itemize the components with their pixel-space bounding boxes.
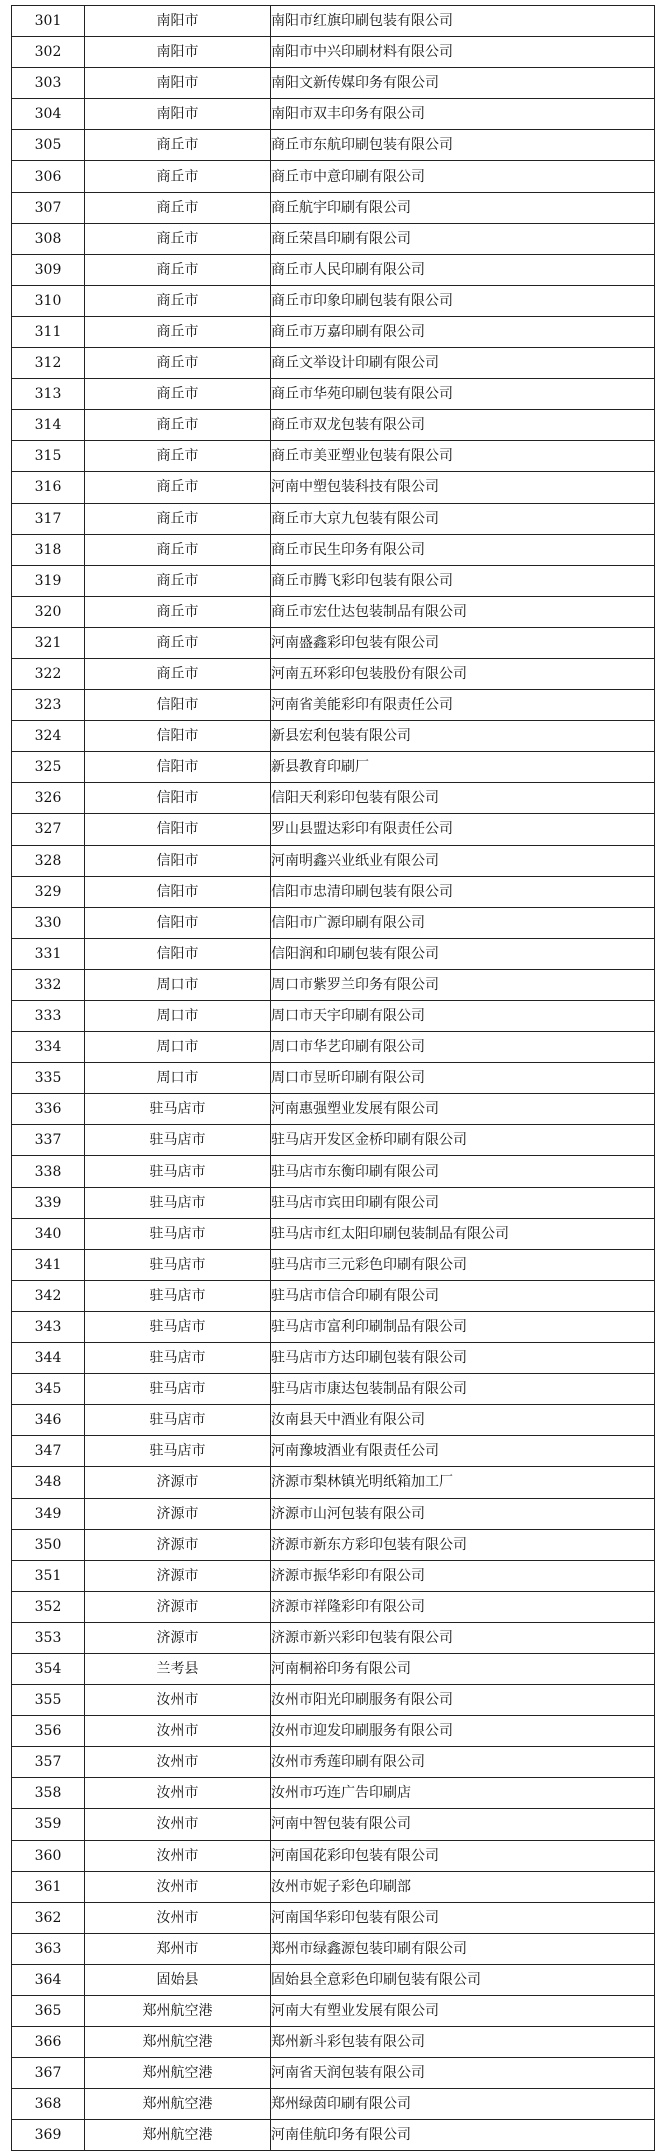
- company-name-cell: 河南中塑包装科技有限公司: [271, 472, 655, 503]
- company-name-cell: 信阳市忠清印刷包装有限公司: [271, 876, 655, 907]
- table-row: [12, 316, 655, 347]
- row-number-cell: 302: [12, 37, 85, 68]
- row-number-cell: 352: [12, 1591, 85, 1622]
- city-cell: 周口市: [85, 969, 271, 1000]
- row-number-cell: 308: [12, 223, 85, 254]
- row-number-cell: 335: [12, 1063, 85, 1094]
- company-name-cell: 商丘市华苑印刷包装有限公司: [271, 379, 655, 410]
- company-name-cell: 周口市昱昕印刷有限公司: [271, 1063, 655, 1094]
- company-name-cell: 驻马店市信合印刷有限公司: [271, 1280, 655, 1311]
- table-row: [12, 845, 655, 876]
- table-row: [12, 1311, 655, 1342]
- city-cell: 商丘市: [85, 534, 271, 565]
- row-number-cell: 324: [12, 721, 85, 752]
- row-number-cell: 343: [12, 1311, 85, 1342]
- row-number-cell: 317: [12, 503, 85, 534]
- table-row: [12, 721, 655, 752]
- company-name-cell: 驻马店市康达包装制品有限公司: [271, 1374, 655, 1405]
- company-name-cell: 郑州市绿鑫源包装印刷有限公司: [271, 1933, 655, 1964]
- row-number-cell: 329: [12, 876, 85, 907]
- city-cell: 郑州市: [85, 1933, 271, 1964]
- company-name-cell: 河南明鑫兴业纸业有限公司: [271, 845, 655, 876]
- city-cell: 济源市: [85, 1560, 271, 1591]
- table-row: [12, 503, 655, 534]
- table-row: [12, 1529, 655, 1560]
- city-cell: 信阳市: [85, 938, 271, 969]
- table-row: [12, 410, 655, 441]
- table-row: [12, 1622, 655, 1653]
- row-number-cell: 304: [12, 99, 85, 130]
- row-number-cell: 315: [12, 441, 85, 472]
- row-number-cell: 327: [12, 814, 85, 845]
- table-row: [12, 969, 655, 1000]
- row-number-cell: 306: [12, 161, 85, 192]
- table-row: [12, 254, 655, 285]
- table-row: [12, 1280, 655, 1311]
- city-cell: 商丘市: [85, 254, 271, 285]
- city-cell: 商丘市: [85, 596, 271, 627]
- row-number-cell: 333: [12, 1001, 85, 1032]
- company-name-cell: 商丘市腾飞彩印包装有限公司: [271, 565, 655, 596]
- table-row: [12, 161, 655, 192]
- row-number-cell: 305: [12, 130, 85, 161]
- row-number-cell: 367: [12, 2058, 85, 2089]
- city-cell: 汝州市: [85, 1809, 271, 1840]
- company-name-cell: 南阳文新传媒印务有限公司: [271, 68, 655, 99]
- city-cell: 郑州航空港: [85, 2058, 271, 2089]
- company-name-cell: 汝州市秀莲印刷有限公司: [271, 1747, 655, 1778]
- table-row: [12, 1716, 655, 1747]
- city-cell: 驻马店市: [85, 1156, 271, 1187]
- row-number-cell: 361: [12, 1871, 85, 1902]
- table-row: [12, 285, 655, 316]
- row-number-cell: 303: [12, 68, 85, 99]
- company-name-cell: 商丘荣昌印刷有限公司: [271, 223, 655, 254]
- row-number-cell: 321: [12, 627, 85, 658]
- row-number-cell: 356: [12, 1716, 85, 1747]
- row-number-cell: 341: [12, 1249, 85, 1280]
- table-row: [12, 690, 655, 721]
- city-cell: 信阳市: [85, 907, 271, 938]
- company-name-cell: 河南桐裕印务有限公司: [271, 1653, 655, 1684]
- row-number-cell: 334: [12, 1032, 85, 1063]
- table-row: [12, 1001, 655, 1032]
- city-cell: 驻马店市: [85, 1311, 271, 1342]
- city-cell: 郑州航空港: [85, 2089, 271, 2120]
- table-row: [12, 1218, 655, 1249]
- company-name-cell: 商丘市人民印刷有限公司: [271, 254, 655, 285]
- table-row: [12, 658, 655, 689]
- company-name-cell: 驻马店市东衡印刷有限公司: [271, 1156, 655, 1187]
- city-cell: 济源市: [85, 1622, 271, 1653]
- city-cell: 信阳市: [85, 690, 271, 721]
- city-cell: 汝州市: [85, 1778, 271, 1809]
- city-cell: 商丘市: [85, 192, 271, 223]
- company-name-cell: 商丘市万嘉印刷有限公司: [271, 316, 655, 347]
- company-name-cell: 济源市新兴彩印包装有限公司: [271, 1622, 655, 1653]
- city-cell: 信阳市: [85, 876, 271, 907]
- table-row: [12, 1249, 655, 1280]
- city-cell: 周口市: [85, 1032, 271, 1063]
- table-row: [12, 1871, 655, 1902]
- city-cell: 商丘市: [85, 410, 271, 441]
- city-cell: 信阳市: [85, 845, 271, 876]
- table-row: [12, 1778, 655, 1809]
- row-number-cell: 368: [12, 2089, 85, 2120]
- city-cell: 汝州市: [85, 1871, 271, 1902]
- company-name-cell: 信阳天利彩印包装有限公司: [271, 783, 655, 814]
- city-cell: 周口市: [85, 1063, 271, 1094]
- company-name-cell: 商丘市民生印务有限公司: [271, 534, 655, 565]
- company-name-cell: 汝州市妮子彩色印刷部: [271, 1871, 655, 1902]
- table-row: [12, 1063, 655, 1094]
- company-name-cell: 驻马店开发区金桥印刷有限公司: [271, 1125, 655, 1156]
- company-name-cell: 南阳市红旗印刷包装有限公司: [271, 6, 655, 37]
- company-name-cell: 驻马店市三元彩色印刷有限公司: [271, 1249, 655, 1280]
- row-number-cell: 366: [12, 2027, 85, 2058]
- row-number-cell: 359: [12, 1809, 85, 1840]
- company-name-cell: 商丘市美亚塑业包装有限公司: [271, 441, 655, 472]
- company-name-cell: 新县宏利包装有限公司: [271, 721, 655, 752]
- city-cell: 周口市: [85, 1001, 271, 1032]
- table-row: [12, 1156, 655, 1187]
- row-number-cell: 354: [12, 1653, 85, 1684]
- company-name-cell: 南阳市双丰印务有限公司: [271, 99, 655, 130]
- company-name-cell: 汝州市迎发印刷服务有限公司: [271, 1716, 655, 1747]
- row-number-cell: 358: [12, 1778, 85, 1809]
- table-row: [12, 1405, 655, 1436]
- table-row: [12, 938, 655, 969]
- row-number-cell: 342: [12, 1280, 85, 1311]
- table-row: [12, 1436, 655, 1467]
- table-row: [12, 1840, 655, 1871]
- company-name-cell: 商丘市中意印刷有限公司: [271, 161, 655, 192]
- row-number-cell: 365: [12, 1996, 85, 2027]
- company-name-cell: 信阳润和印刷包装有限公司: [271, 938, 655, 969]
- row-number-cell: 351: [12, 1560, 85, 1591]
- row-number-cell: 345: [12, 1374, 85, 1405]
- company-name-cell: 河南盛鑫彩印包装有限公司: [271, 627, 655, 658]
- city-cell: 汝州市: [85, 1716, 271, 1747]
- row-number-cell: 369: [12, 2120, 85, 2151]
- row-number-cell: 344: [12, 1343, 85, 1374]
- row-number-cell: 323: [12, 690, 85, 721]
- row-number-cell: 364: [12, 1964, 85, 1995]
- company-name-cell: 商丘市宏仕达包装制品有限公司: [271, 596, 655, 627]
- city-cell: 郑州航空港: [85, 2027, 271, 2058]
- city-cell: 汝州市: [85, 1840, 271, 1871]
- table-row: [12, 37, 655, 68]
- city-cell: 驻马店市: [85, 1436, 271, 1467]
- table-row: [12, 783, 655, 814]
- table-row: [12, 1809, 655, 1840]
- city-cell: 商丘市: [85, 223, 271, 254]
- company-name-cell: 河南中智包装有限公司: [271, 1809, 655, 1840]
- city-cell: 南阳市: [85, 6, 271, 37]
- table-row: [12, 1685, 655, 1716]
- city-cell: 商丘市: [85, 316, 271, 347]
- row-number-cell: 350: [12, 1529, 85, 1560]
- row-number-cell: 313: [12, 379, 85, 410]
- row-number-cell: 331: [12, 938, 85, 969]
- table-row: [12, 1653, 655, 1684]
- row-number-cell: 332: [12, 969, 85, 1000]
- row-number-cell: 322: [12, 658, 85, 689]
- table-row: [12, 68, 655, 99]
- table-row: [12, 192, 655, 223]
- company-name-cell: 河南省天润包装有限公司: [271, 2058, 655, 2089]
- row-number-cell: 362: [12, 1902, 85, 1933]
- city-cell: 驻马店市: [85, 1187, 271, 1218]
- city-cell: 信阳市: [85, 721, 271, 752]
- company-name-cell: 河南省美能彩印有限责任公司: [271, 690, 655, 721]
- table-row: [12, 2058, 655, 2089]
- city-cell: 商丘市: [85, 503, 271, 534]
- company-name-cell: 河南佳航印务有限公司: [271, 2120, 655, 2151]
- row-number-cell: 301: [12, 6, 85, 37]
- company-name-cell: 郑州新斗彩包装有限公司: [271, 2027, 655, 2058]
- row-number-cell: 307: [12, 192, 85, 223]
- table-row: [12, 6, 655, 37]
- company-name-cell: 周口市紫罗兰印务有限公司: [271, 969, 655, 1000]
- city-cell: 商丘市: [85, 161, 271, 192]
- city-cell: 郑州航空港: [85, 2120, 271, 2151]
- company-name-cell: 济源市振华彩印有限公司: [271, 1560, 655, 1591]
- company-name-cell: 郑州绿茵印刷有限公司: [271, 2089, 655, 2120]
- company-name-cell: 汝州市巧连广告印刷店: [271, 1778, 655, 1809]
- table-row: [12, 130, 655, 161]
- company-name-cell: 济源市山河包装有限公司: [271, 1498, 655, 1529]
- row-number-cell: 312: [12, 348, 85, 379]
- table-row: [12, 441, 655, 472]
- city-cell: 信阳市: [85, 814, 271, 845]
- city-cell: 商丘市: [85, 658, 271, 689]
- table-row: [12, 2120, 655, 2151]
- city-cell: 南阳市: [85, 37, 271, 68]
- company-name-cell: 河南大有塑业发展有限公司: [271, 1996, 655, 2027]
- city-cell: 兰考县: [85, 1653, 271, 1684]
- city-cell: 固始县: [85, 1964, 271, 1995]
- city-cell: 商丘市: [85, 130, 271, 161]
- city-cell: 商丘市: [85, 379, 271, 410]
- city-cell: 驻马店市: [85, 1218, 271, 1249]
- table-body: [12, 6, 655, 2151]
- company-name-cell: 驻马店市宾田印刷有限公司: [271, 1187, 655, 1218]
- company-name-cell: 周口市华艺印刷有限公司: [271, 1032, 655, 1063]
- city-cell: 驻马店市: [85, 1280, 271, 1311]
- city-cell: 商丘市: [85, 348, 271, 379]
- row-number-cell: 326: [12, 783, 85, 814]
- row-number-cell: 330: [12, 907, 85, 938]
- city-cell: 郑州航空港: [85, 1996, 271, 2027]
- table-row: [12, 472, 655, 503]
- table-row: [12, 752, 655, 783]
- table-row: [12, 627, 655, 658]
- city-cell: 南阳市: [85, 68, 271, 99]
- city-cell: 南阳市: [85, 99, 271, 130]
- row-number-cell: 319: [12, 565, 85, 596]
- table-row: [12, 379, 655, 410]
- company-name-cell: 新县教育印刷厂: [271, 752, 655, 783]
- table-row: [12, 1032, 655, 1063]
- city-cell: 汝州市: [85, 1902, 271, 1933]
- table-row: [12, 596, 655, 627]
- table-row: [12, 1187, 655, 1218]
- city-cell: 驻马店市: [85, 1343, 271, 1374]
- company-list-table: [11, 5, 655, 2151]
- table-row: [12, 2027, 655, 2058]
- company-name-cell: 汝州市阳光印刷服务有限公司: [271, 1685, 655, 1716]
- row-number-cell: 336: [12, 1094, 85, 1125]
- company-name-cell: 南阳市中兴印刷材料有限公司: [271, 37, 655, 68]
- city-cell: 商丘市: [85, 472, 271, 503]
- city-cell: 信阳市: [85, 783, 271, 814]
- city-cell: 驻马店市: [85, 1374, 271, 1405]
- row-number-cell: 355: [12, 1685, 85, 1716]
- row-number-cell: 314: [12, 410, 85, 441]
- table-row: [12, 1343, 655, 1374]
- company-name-cell: 固始县全意彩色印刷包装有限公司: [271, 1964, 655, 1995]
- row-number-cell: 325: [12, 752, 85, 783]
- table-row: [12, 1374, 655, 1405]
- row-number-cell: 347: [12, 1436, 85, 1467]
- row-number-cell: 309: [12, 254, 85, 285]
- city-cell: 驻马店市: [85, 1125, 271, 1156]
- table-row: [12, 1094, 655, 1125]
- city-cell: 济源市: [85, 1498, 271, 1529]
- row-number-cell: 316: [12, 472, 85, 503]
- row-number-cell: 349: [12, 1498, 85, 1529]
- company-name-cell: 驻马店市红太阳印刷包装制品有限公司: [271, 1218, 655, 1249]
- table-row: [12, 814, 655, 845]
- company-name-cell: 商丘市双龙包装有限公司: [271, 410, 655, 441]
- table-row: [12, 534, 655, 565]
- table-row: [12, 1467, 655, 1498]
- row-number-cell: 310: [12, 285, 85, 316]
- table-row: [12, 348, 655, 379]
- row-number-cell: 339: [12, 1187, 85, 1218]
- row-number-cell: 340: [12, 1218, 85, 1249]
- company-name-cell: 罗山县盟达彩印有限责任公司: [271, 814, 655, 845]
- row-number-cell: 348: [12, 1467, 85, 1498]
- city-cell: 汝州市: [85, 1685, 271, 1716]
- table-row: [12, 876, 655, 907]
- company-name-cell: 商丘市大京九包装有限公司: [271, 503, 655, 534]
- row-number-cell: 337: [12, 1125, 85, 1156]
- row-number-cell: 363: [12, 1933, 85, 1964]
- table-row: [12, 907, 655, 938]
- company-name-cell: 驻马店市方达印刷包装有限公司: [271, 1343, 655, 1374]
- table-row: [12, 1996, 655, 2027]
- city-cell: 驻马店市: [85, 1249, 271, 1280]
- city-cell: 商丘市: [85, 565, 271, 596]
- city-cell: 商丘市: [85, 285, 271, 316]
- company-name-cell: 河南惠强塑业发展有限公司: [271, 1094, 655, 1125]
- company-name-cell: 河南五环彩印包装股份有限公司: [271, 658, 655, 689]
- city-cell: 商丘市: [85, 441, 271, 472]
- table-row: [12, 1964, 655, 1995]
- table-row: [12, 2089, 655, 2120]
- city-cell: 济源市: [85, 1529, 271, 1560]
- table-row: [12, 1902, 655, 1933]
- company-name-cell: 商丘市印象印刷包装有限公司: [271, 285, 655, 316]
- company-name-cell: 驻马店市富利印刷制品有限公司: [271, 1311, 655, 1342]
- table-row: [12, 1933, 655, 1964]
- city-cell: 商丘市: [85, 627, 271, 658]
- row-number-cell: 353: [12, 1622, 85, 1653]
- company-name-cell: 河南国华彩印包装有限公司: [271, 1902, 655, 1933]
- table-row: [12, 1747, 655, 1778]
- city-cell: 驻马店市: [85, 1094, 271, 1125]
- company-name-cell: 济源市新东方彩印包装有限公司: [271, 1529, 655, 1560]
- company-name-cell: 商丘航宇印刷有限公司: [271, 192, 655, 223]
- company-name-cell: 汝南县天中酒业有限公司: [271, 1405, 655, 1436]
- table-row: [12, 1591, 655, 1622]
- row-number-cell: 357: [12, 1747, 85, 1778]
- row-number-cell: 311: [12, 316, 85, 347]
- company-name-cell: 周口市天宇印刷有限公司: [271, 1001, 655, 1032]
- row-number-cell: 360: [12, 1840, 85, 1871]
- company-name-cell: 河南国花彩印包装有限公司: [271, 1840, 655, 1871]
- row-number-cell: 318: [12, 534, 85, 565]
- table-row: [12, 1125, 655, 1156]
- city-cell: 济源市: [85, 1467, 271, 1498]
- table-row: [12, 1498, 655, 1529]
- company-name-cell: 济源市祥隆彩印有限公司: [271, 1591, 655, 1622]
- city-cell: 汝州市: [85, 1747, 271, 1778]
- table-row: [12, 99, 655, 130]
- table-row: [12, 565, 655, 596]
- city-cell: 驻马店市: [85, 1405, 271, 1436]
- city-cell: 济源市: [85, 1591, 271, 1622]
- company-name-cell: 商丘文举设计印刷有限公司: [271, 348, 655, 379]
- company-name-cell: 河南豫坡酒业有限责任公司: [271, 1436, 655, 1467]
- city-cell: 信阳市: [85, 752, 271, 783]
- row-number-cell: 346: [12, 1405, 85, 1436]
- table-row: [12, 1560, 655, 1591]
- row-number-cell: 338: [12, 1156, 85, 1187]
- company-name-cell: 信阳市广源印刷有限公司: [271, 907, 655, 938]
- company-name-cell: 济源市梨林镇光明纸箱加工厂: [271, 1467, 655, 1498]
- company-name-cell: 商丘市东航印刷包装有限公司: [271, 130, 655, 161]
- row-number-cell: 328: [12, 845, 85, 876]
- table-row: [12, 223, 655, 254]
- row-number-cell: 320: [12, 596, 85, 627]
